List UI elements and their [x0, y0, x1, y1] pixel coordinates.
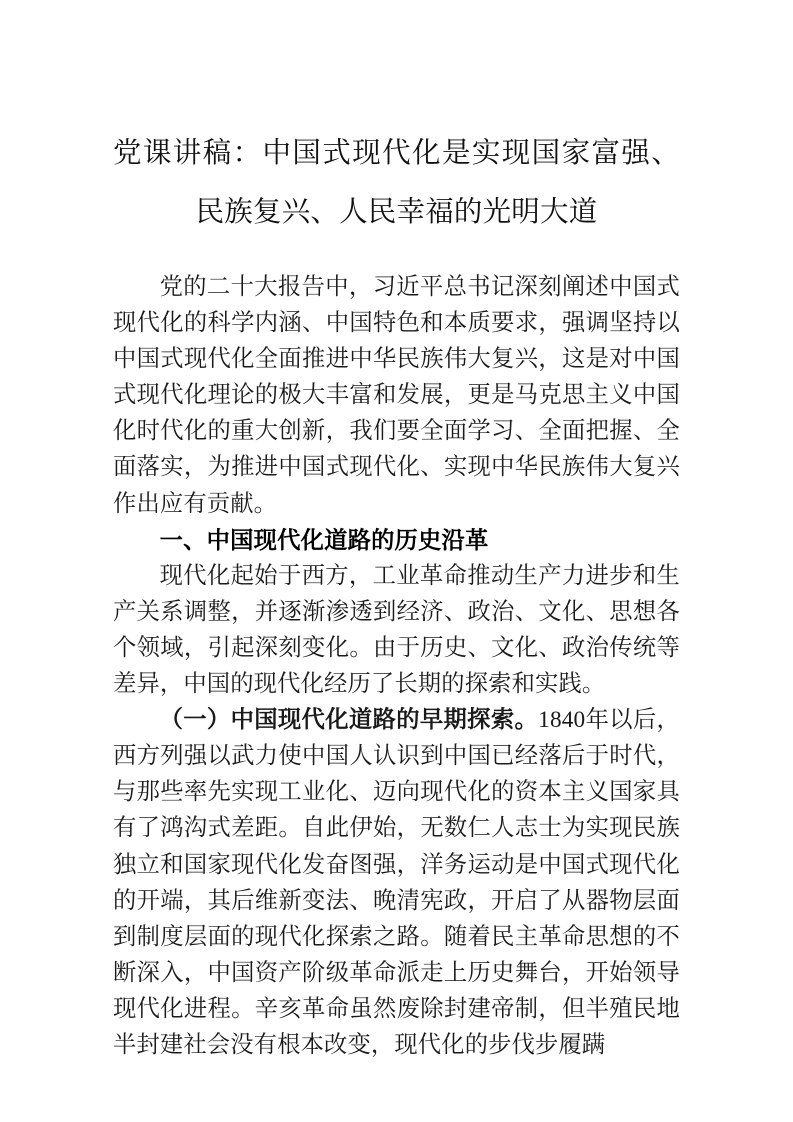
document-body [113, 269, 680, 1063]
section-heading-1: 一、中国现代化道路的历史沿革 [159, 526, 489, 553]
paragraph-1: 现代化起始于西方，工业革命推动生产力进步和生产关系调整，并逐渐渗透到经济、政治、文化、思想各个领域，引起深刻变化。由于历史、文化、政治传统等差异，中国的现代化经历了长期的探索和实践。 [113, 562, 680, 698]
page-title-line-2: 民族复兴、人民幸福的光明大道 [195, 197, 598, 228]
paragraph-intro: 党的二十大报告中，习近平总书记深刻阐述中国式现代化的科学内涵、中国特色和本质要求，强调坚持以中国式现代化全面推进中华民族伟大复兴，这是对中国式现代化理论的极大丰富和发展，更是马克思主义中国化时代化的重大创新，我们要全面学习、全面把握、全面落实，为推进中国式现代化、实现中华民族伟大复兴作出应有贡献。 [113, 274, 680, 517]
page-title-line-1: 党课讲稿：中国式现代化是实现国家富强、 [113, 138, 680, 169]
document-content [113, 0, 680, 1063]
paragraph-2-lead: （一）中国现代化道路的早期探索。 [159, 707, 539, 734]
paragraph-2 [113, 702, 680, 1063]
page-title [113, 0, 680, 242]
paragraph-2-body: 1840年以后，西方列强以武力使中国人认识到中国已经落后于时代，与那些率先实现工业化、迈向现代化的资本主义国家具有了鸿沟式差距。自此伊始，无数仁人志士为实现民族独立和国家现代化发奋图强，洋务运动是中国式现代化的开端，其后维新变法、晚清宪政，开启了从器物层面到制度层面的现代化探索之路。随着民主革命思想的不断深入，中国资产阶级革命派走上历史舞台，开始领导现代化进程。辛亥革命虽然废除封建帝制，但半殖民地半封建社会没有根本改变，现代化的步伐步履蹒 [113, 707, 680, 1058]
